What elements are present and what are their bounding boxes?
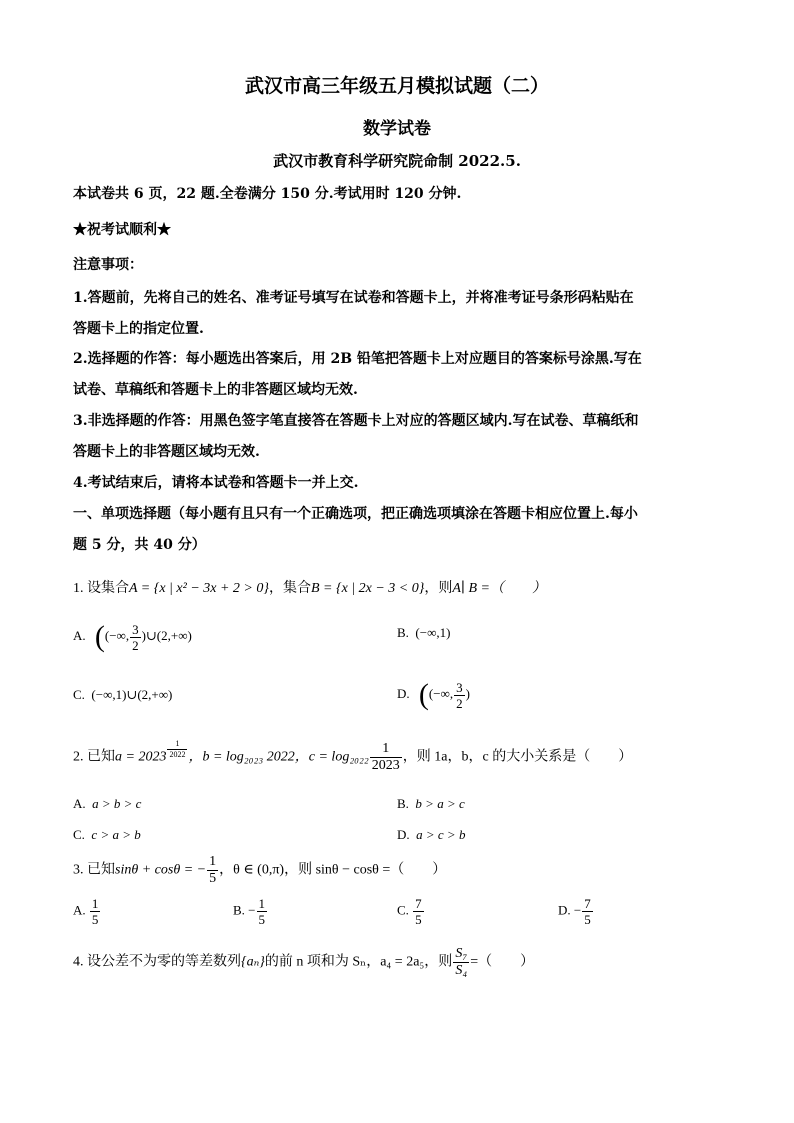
note-3-line-1: 3.非选择题的作答：用黑色签字笔直接答在答题卡上对应的答题区域内.写在试卷、草稿纸和 xyxy=(73,413,639,429)
fraction: $\frac{7}{5}$ xyxy=(415,896,422,927)
exam-summary: 本试卷共 6 页，22 题.全卷满分 150 分.考试用时 120 分钟. xyxy=(73,186,462,202)
q3-option-a: A. $\frac{1}{5}$ xyxy=(73,896,99,927)
question-1-stem: 1. 设集合A = {x | x² − 3x + 2 > 0}，集合B = {x | 2x − 3 < 0}，则A∣ B =（ ） xyxy=(73,581,546,596)
note-3-line-2: 答题卡上的非答题区域均无效. xyxy=(73,444,260,460)
exam-subtitle: 数学试卷 xyxy=(363,119,431,139)
section-heading-line-2: 题 5 分，共 40 分） xyxy=(73,537,206,553)
q2-option-b: B. b > a > c xyxy=(397,796,465,811)
fraction: $\frac{1}{5}$ xyxy=(258,896,266,927)
q1-option-d: D. ((−∞, $\frac{3}{2}$ ) xyxy=(397,678,470,711)
notes-title: 注意事项： xyxy=(73,257,143,273)
q2-option-c: C. c > a > b xyxy=(73,827,141,842)
q3-option-b: B. − $\frac{1}{5}$ xyxy=(233,896,266,927)
q2-option-d: D. a > c > b xyxy=(397,827,466,842)
question-4-stem: 4. 设公差不为零的等差数列{aₙ}的前 n 项和为 Sₙ，a₄ = 2a₅，则 $\frac{\text{S₇}}{\text{S₄}}$ =（ ） xyxy=(73,946,535,978)
q3-option-d: D. − $\frac{7}{5}$ xyxy=(558,896,591,927)
question-3-stem: 3. 已知sinθ + cosθ = − $\frac{1}{5}$ ，θ ∈ (0,π)，则 sinθ − cosθ =（ ） xyxy=(73,854,447,886)
fraction: $\frac{1}{2023}$ xyxy=(371,741,400,773)
exponent-fraction: $\frac{1}{2022}$ xyxy=(169,739,186,759)
q3-option-c: C. $\frac{7}{5}$ xyxy=(397,896,422,927)
q1-option-a: A. ((−∞, $\frac{3}{2}$ )∪(2,+∞) xyxy=(73,620,192,653)
note-4: 4.考试结束后，请将本试卷和答题卡一并上交. xyxy=(73,475,359,491)
fraction: $\frac{3}{2}$ xyxy=(132,621,139,653)
exam-wish: ★祝考试顺利★ xyxy=(73,222,171,238)
note-1-line-2: 答题卡上的指定位置. xyxy=(73,321,204,337)
fraction: $\frac{7}{5}$ xyxy=(584,896,591,927)
section-heading-line-1: 一、单项选择题（每小题有且只有一个正确选项，把正确选项填涂在答题卡相应位置上.每小 xyxy=(73,506,638,522)
fraction: $\frac{1}{5}$ xyxy=(209,854,217,886)
q1-option-b: B. (−∞,1) xyxy=(397,625,451,640)
fraction: $\frac{3}{2}$ xyxy=(456,679,463,711)
note-1-line-1: 1.答题前，先将自己的姓名、准考证号填写在试卷和答题卡上，并将准考证号条形码粘贴在 xyxy=(73,290,634,306)
question-2-stem: 2. 已知a = 2023 $\frac{1}{2022}$ ，b = log₂₀₂₃ 2022，c = log₂₀₂₂ $\frac{1}{2023}$ ，则 1a，b，c 的大小关系是（ ） xyxy=(73,739,633,773)
set-a: A = {x | x² − 3x + 2 > 0} xyxy=(129,581,269,596)
fraction: $\frac{\text{S₇}}{\text{S₄}}$ xyxy=(455,946,468,978)
question-1-expr: A∣ B =（ ） xyxy=(452,581,546,596)
note-2-line-1: 2.选择题的作答：每小题选出答案后，用 2B 铅笔把答题卡上对应题目的答案标号涂黑.写在 xyxy=(73,351,642,367)
fraction: $\frac{1}{5}$ xyxy=(91,896,99,927)
note-2-line-2: 试卷、草稿纸和答题卡上的非答题区域均无效. xyxy=(73,382,358,398)
q2-option-a: A. a > b > c xyxy=(73,796,142,811)
set-b: B = {x | 2x − 3 < 0} xyxy=(310,581,425,596)
exam-issuer: 武汉市教育科学研究院命制 2022.5. xyxy=(273,152,521,170)
exam-title: 武汉市高三年级五月模拟试题（二） xyxy=(244,75,549,97)
q1-option-c: C. (−∞,1)∪(2,+∞) xyxy=(73,687,173,702)
